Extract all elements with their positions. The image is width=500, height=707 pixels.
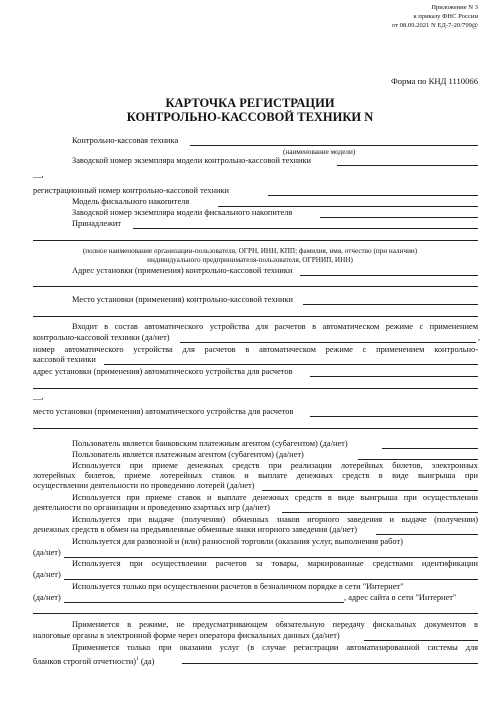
place-label: Место установки (применения) контрольно-кассовой техники (72, 295, 294, 304)
auto-device-line-5: адрес установки (применения) автоматического устройства для расчетов (33, 367, 293, 376)
bank-agent-label: Пользователь является банковским платежным агентом (субагентом) (да/нет) (72, 439, 348, 448)
owner-label: Принадлежит (72, 219, 122, 228)
address-input-line[interactable] (300, 275, 478, 276)
owner-hint-1: (полное наименование организации-пользователя, ОГРН, ИНН, КПП; фамилия, имя, отчество (при наличии) (82, 247, 418, 255)
bso-line-2 (33, 654, 154, 667)
fn-model-input-line[interactable] (218, 206, 478, 207)
auto-device-place-line[interactable] (310, 416, 478, 417)
internet-line-1: Используется только при осуществлении расчетов в безналичном порядке в сети "Интернет" (72, 582, 404, 591)
kkt-input-line[interactable] (190, 145, 478, 146)
appendix-line-2: к приказу ФНС России (413, 13, 478, 20)
bso-line-2b: (да) (138, 656, 155, 666)
exchange-line-2: денежных средств в обмен на предъявленные обменные знаки игорного заведения (да/нет) (33, 525, 358, 534)
internet-flag-line[interactable] (64, 602, 344, 603)
reg-number-label: регистрационный номер контрольно-кассовой техники (33, 186, 230, 195)
offline-line-1: Применяется в режиме, не предусматривающем обязательную передачу фискальных документов в (72, 620, 478, 629)
reg-number-input-line[interactable] (268, 195, 478, 196)
fn-serial-label: Заводской номер экземпляра модели фискального накопителя (72, 208, 293, 217)
document-title-line-1: КАРТОЧКА РЕГИСТРАЦИИ (165, 96, 335, 110)
owner-hint-2: индивидуального предпринимателя-пользователя, ОГРНИП, ИНН) (147, 256, 353, 264)
gambling-input-line[interactable] (282, 512, 478, 513)
appendix-line-1: Приложение N 3 (431, 4, 478, 11)
auto-device-line-4: кассовой техники (33, 355, 96, 364)
owner-input-line-2[interactable] (33, 240, 478, 241)
reg-number-mark: __, (33, 170, 44, 179)
payment-agent-label: Пользователь является платежным агентом (субагентом) (да/нет) (72, 450, 304, 459)
auto-device-number-line[interactable] (104, 364, 478, 365)
bank-agent-input-line[interactable] (382, 448, 478, 449)
peddling-line-1: Используется для развозной и (или) разносной торговли (оказания услуг, выполнения работ) (72, 537, 403, 546)
exchange-input-line[interactable] (376, 534, 478, 535)
marked-line-1: Используется при осуществлении расчетов за товары, маркированные средствами идентификации (72, 559, 478, 568)
payment-agent-input-line[interactable] (358, 459, 478, 460)
auto-device-mark: __, (33, 392, 44, 401)
auto-device-line-2: контрольно-кассовой техники (да/нет) (33, 333, 170, 342)
auto-device-line-1: Входит в состав автоматического устройства для расчетов в автоматическом режиме с применением (72, 322, 478, 331)
address-label: Адрес установки (применения) контрольно-кассовой техники (72, 266, 293, 275)
auto-device-line-6: место установки (применения) автоматического устройства для расчетов (33, 407, 294, 416)
document-title-line-2: КОНТРОЛЬНО-КАССОВОЙ ТЕХНИКИ N (126, 110, 374, 124)
auto-device-place-line-2[interactable] (33, 428, 478, 429)
owner-input-line[interactable] (133, 228, 478, 229)
marked-input-line[interactable] (64, 579, 478, 580)
bso-line-1: Применяется только при оказании услуг (в случае регистрации автоматизированной системы для (72, 643, 478, 652)
lottery-input-line[interactable] (262, 490, 478, 491)
internet-line-2b: , адрес сайта в сети "Интернет" (344, 593, 457, 602)
bso-input-line[interactable] (182, 663, 478, 664)
peddling-input-line[interactable] (64, 557, 478, 558)
address-input-line-2[interactable] (33, 286, 478, 287)
offline-line-2: налоговые органы в электронной форме через оператора фискальных данных (да/нет) (33, 631, 340, 640)
fn-model-label: Модель фискального накопителя (72, 197, 190, 206)
fn-serial-input-line[interactable] (320, 217, 478, 218)
lottery-line-1: Используется при приеме денежных средств при реализации лотерейных билетов, электронных (72, 461, 478, 470)
footnote-mark: 1 (136, 656, 139, 662)
place-input-line[interactable] (303, 304, 478, 305)
kkt-label: Контрольно-кассовая техника (72, 136, 179, 145)
lottery-line-2: лотерейных билетов, приеме лотерейных ставок и выплате денежных средств в виде выигрыша при (33, 471, 478, 480)
peddling-line-2: (да/нет) (33, 548, 61, 557)
form-code: Форма по КНД 1110066 (390, 76, 478, 86)
internet-line-2a: (да/нет) (33, 593, 61, 602)
model-hint: (наименование модели) (283, 148, 356, 156)
lottery-line-3: осуществлении деятельности по проведению лотерей (да/нет) (33, 481, 255, 490)
bso-line-2a: бланков строгой отчетности) (33, 656, 137, 666)
place-input-line-2[interactable] (33, 316, 478, 317)
gambling-line-2: деятельности по организации и проведению азартных игр (да/нет) (33, 503, 270, 512)
gambling-line-1: Используется при приеме ставок и выплате денежных средств в виде выигрыша при осуществлении (72, 493, 478, 502)
appendix-line-3: от 08.09.2021 N ЕД-7-20/799@ (391, 22, 478, 29)
auto-device-flag-line[interactable] (180, 342, 476, 343)
auto-device-line-3: номер автоматического устройства для расчетов в автоматическом режиме с применением контрольно- (33, 345, 478, 354)
auto-device-address-line-2[interactable] (33, 388, 478, 389)
auto-device-address-line[interactable] (310, 376, 478, 377)
marked-line-2: (да/нет) (33, 570, 61, 579)
offline-input-line[interactable] (364, 640, 478, 641)
kkt-serial-label: Заводской номер экземпляра модели контрольно-кассовой техники (72, 156, 312, 165)
exchange-line-1: Используется при выдаче (получении) обменных знаков игорного заведения и выдаче (получении) (72, 515, 478, 524)
internet-site-line[interactable] (33, 613, 478, 614)
kkt-serial-input-line[interactable] (337, 165, 478, 166)
